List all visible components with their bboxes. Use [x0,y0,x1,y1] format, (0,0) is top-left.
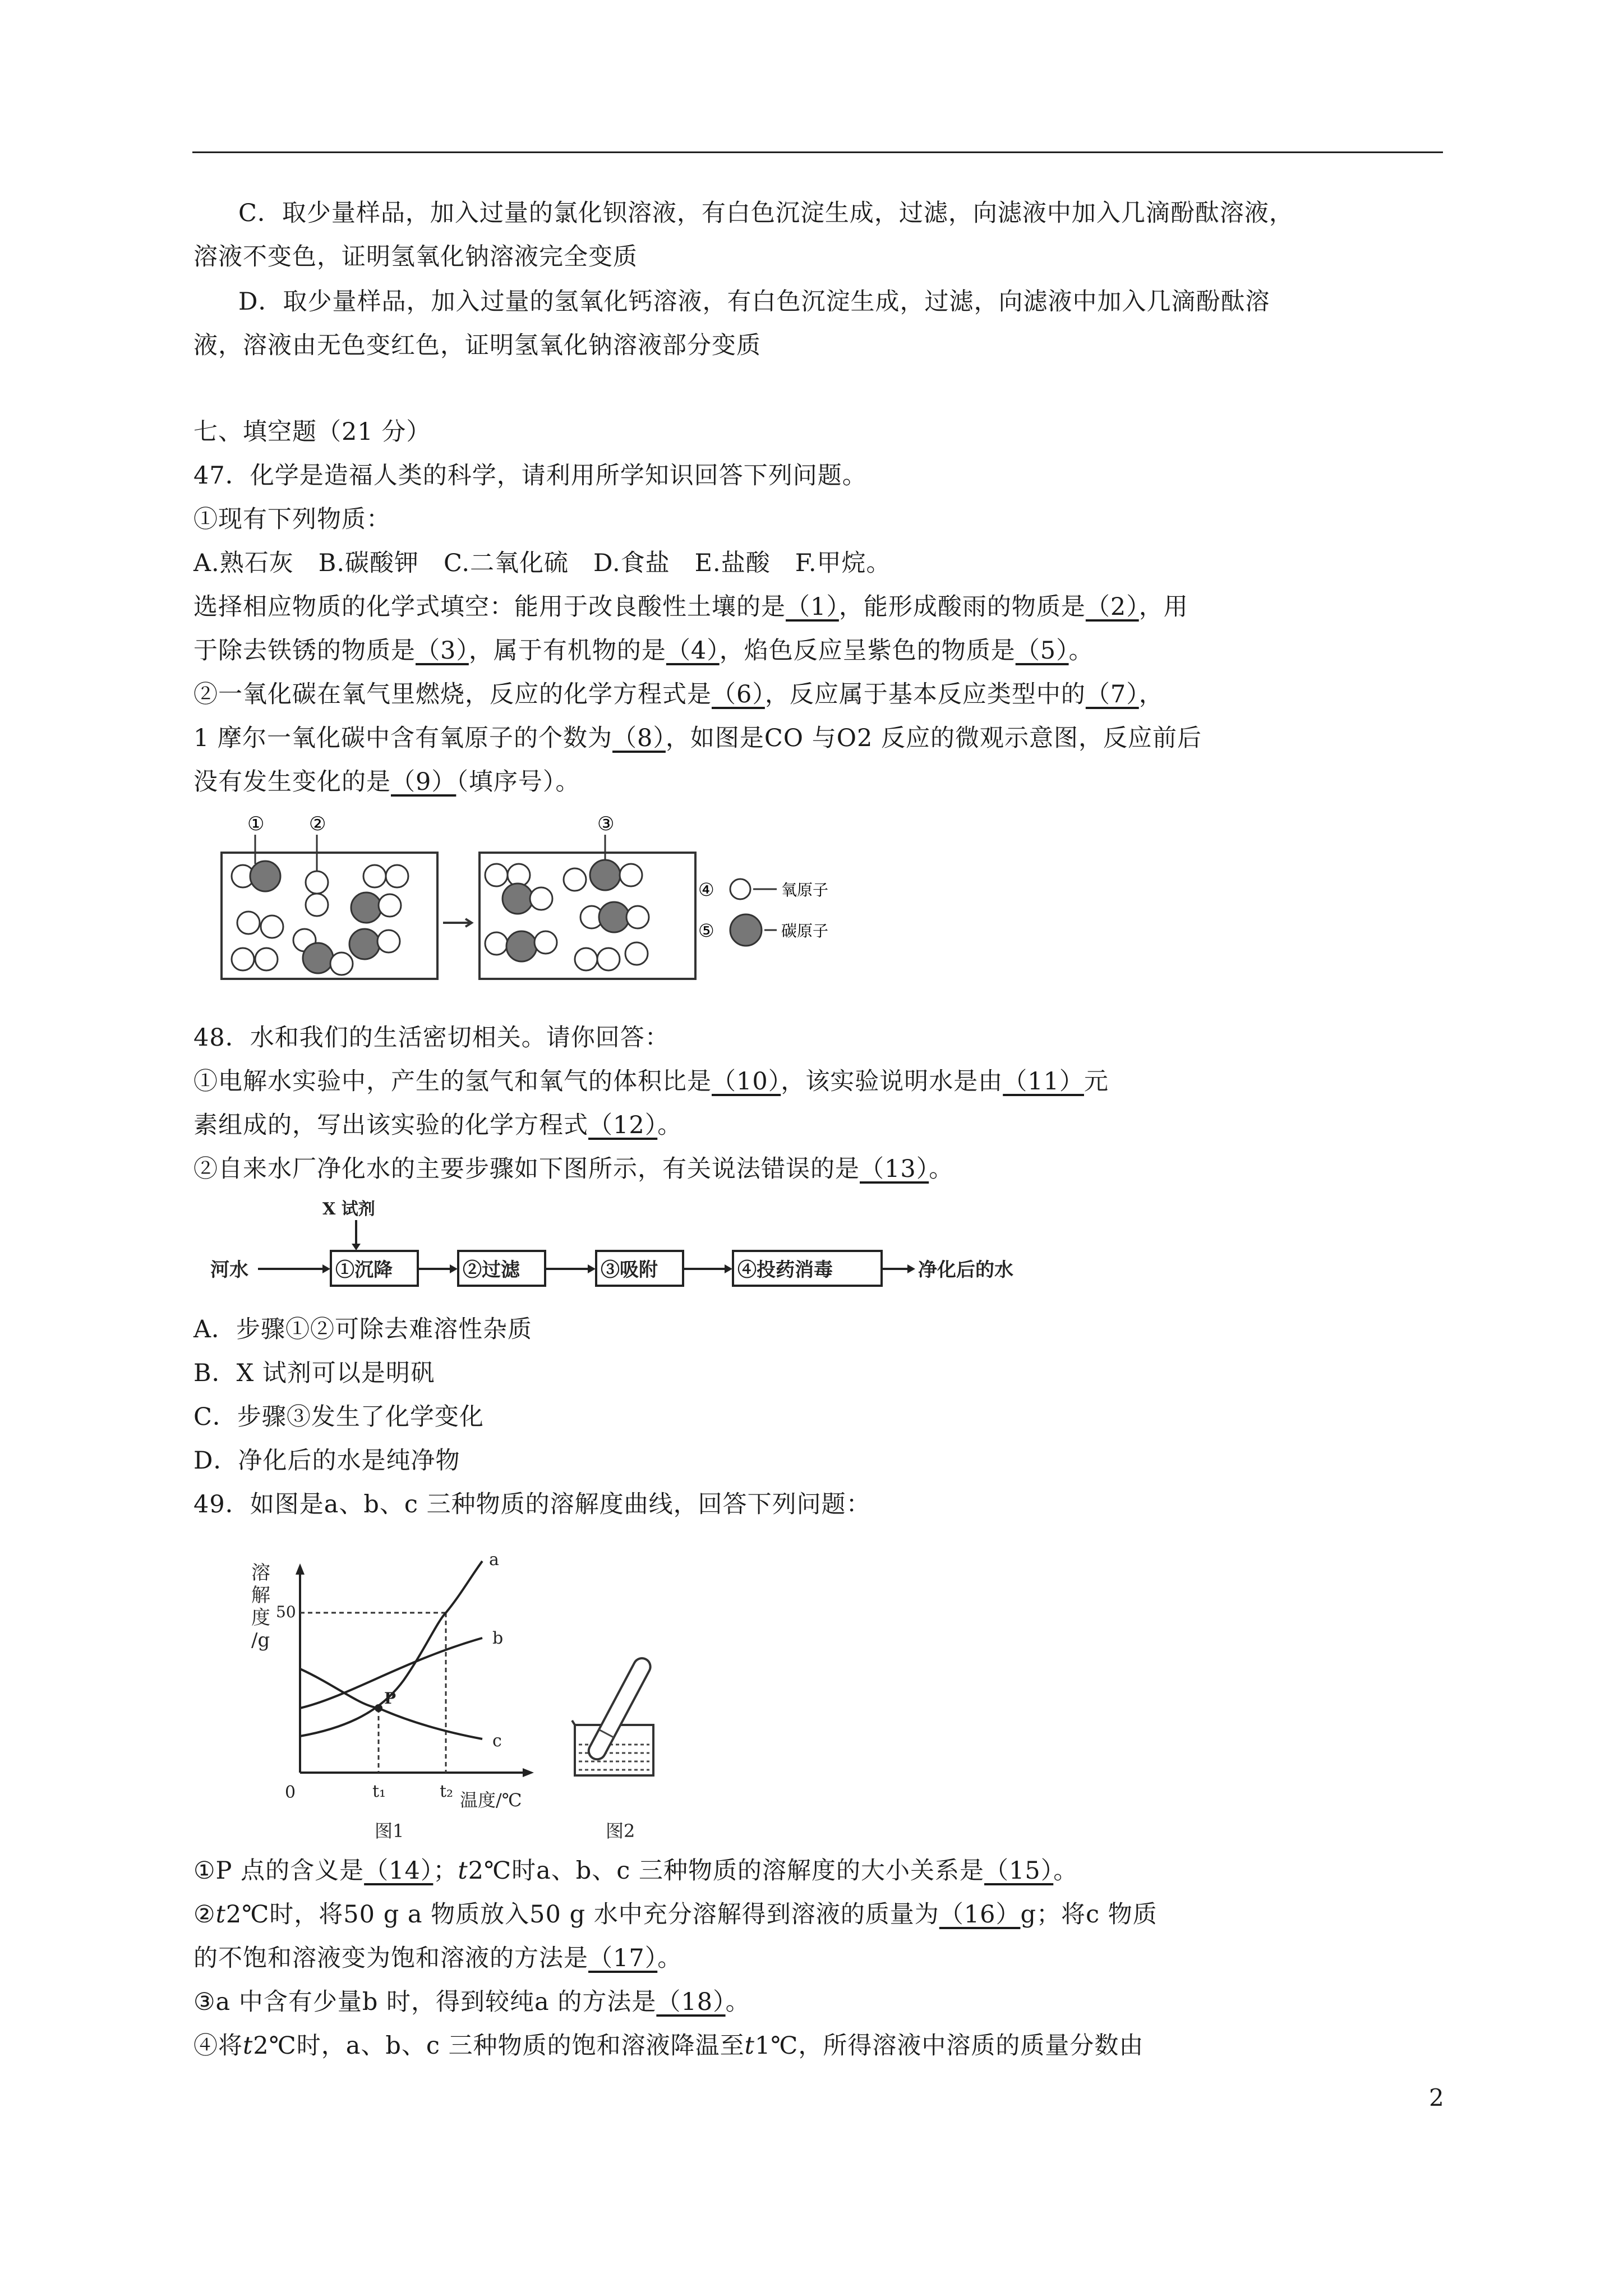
blank-1: （1） [786,593,839,621]
q49-line2: ②t2℃时，将50 g a 物质放入50 g 水中充分溶解得到溶液的质量为（16）g；将c 物质 [193,1901,1158,1929]
xlabel: 温度/℃ [460,1789,522,1811]
blank-7: （7） [1085,680,1139,708]
carbon-atom [351,892,381,923]
legend-oxygen-label: 氧原子 [781,881,829,899]
oxygen-atom [386,865,408,887]
step-settling: ①沉降 [335,1259,393,1281]
q48-option-b: B．X 试剂可以是明矾 [193,1359,435,1387]
blank-16: （16） [939,1901,1021,1929]
y-tick-50: 50 [276,1603,296,1621]
oxygen-atom [625,942,648,965]
blank-8: （8） [612,724,666,752]
oxygen-atom [626,906,649,928]
origin-label: 0 [285,1783,296,1802]
beaker-test-tube-icon [572,1655,653,1775]
legend-oxygen-atom [730,879,750,899]
blank-10: （10） [712,1068,781,1096]
option-c-line1: C．取少量样品，加入过量的氯化钡溶液，有白色沉淀生成，过滤，向滤液中加入几滴酚酞溶液， [238,199,1294,227]
oxygen-atom [306,894,328,916]
q47-sub1: ①现有下列物质： [193,505,391,533]
oxygen-atom [237,912,260,934]
point-p [375,1704,382,1712]
ylabel-4: /g [251,1629,270,1651]
blank-14: （14） [364,1857,434,1885]
blank-17: （17） [588,1944,658,1972]
q48-title: 48．水和我们的生活密切相关。请你回答： [193,1024,670,1052]
curve-a [300,1561,482,1736]
step-adsorption: ③吸附 [601,1259,658,1281]
t2-label: t₂ [440,1782,454,1801]
blank-6: （6） [712,680,765,708]
oxygen-atom [232,948,254,970]
curve-b-label: b [492,1628,504,1648]
fig1-label: 图1 [375,1820,404,1842]
blank-11: （11） [1003,1068,1084,1096]
oxygen-atom [363,865,386,887]
oxygen-atom [255,948,278,970]
curve-c-label: c [492,1731,502,1751]
blank-13: （13） [860,1155,929,1183]
q47-line1: 选择相应物质的化学式填空：能用于改良酸性土壤的是（1），能形成酸雨的物质是（2），用 [193,593,1188,621]
blank-15: （15） [984,1857,1054,1885]
q49-line5: ④将t2℃时，a、b、c 三种物质的饱和溶液降温至t1℃，所得溶液中溶质的质量分数由 [193,2032,1144,2060]
molecule-diagram [216,808,911,987]
water-purification-flow [208,1192,1043,1304]
oxygen-atom [564,868,586,891]
legend-carbon-atom [730,914,762,946]
header-rule [192,151,1443,153]
oxygen-atom [379,894,401,917]
carbon-atom [250,861,280,891]
step-filtering: ②过滤 [463,1259,520,1281]
oxygen-atom [485,864,508,886]
carbon-atom [349,929,380,959]
option-d-line1: D．取少量样品，加入过量的氢氧化钙溶液，有白色沉淀生成，过滤，向滤液中加入几滴酚酞溶 [238,288,1270,316]
q47-line2: 于除去铁锈的物质是（3），属于有机物的是（4），焰色反应呈紫色的物质是（5）。 [193,637,1094,665]
t1-label: t₁ [372,1782,386,1801]
oxygen-atom [575,948,597,970]
q48-line2: 素组成的，写出该实验的化学方程式（12）。 [193,1111,683,1139]
ylabel-3: 度 [251,1607,270,1629]
q48-option-a: A．步骤①②可除去难溶性杂质 [193,1315,533,1343]
legend-carbon-label: 碳原子 [781,922,829,940]
river-water-label: 河水 [210,1259,248,1281]
reagent-label: X 试剂 [322,1199,375,1219]
oxygen-atom [620,864,642,886]
oxygen-atom [530,887,552,910]
q49-line3: 的不饱和溶液变为饱和溶液的方法是（17）。 [193,1944,683,1972]
q47-title: 47．化学是造福人类的科学，请利用所学知识回答下列问题。 [193,462,867,490]
blank-4: （4） [666,637,720,665]
blank-5: （5） [1015,637,1069,665]
q49-line4: ③a 中含有少量b 时，得到较纯a 的方法是（18）。 [193,1988,750,2016]
solubility-curve-figure [236,1551,841,1843]
blank-2: （2） [1085,593,1139,621]
oxygen-atom [306,871,328,894]
oxygen-atom [261,915,283,938]
oxygen-atom [534,931,557,954]
ylabel-2: 解 [251,1584,270,1607]
oxygen-atom [377,930,400,953]
q49-line1: ①P 点的含义是（14）；t2℃时a、b、c 三种物质的溶解度的大小关系是（15）。 [193,1857,1078,1885]
q47-line5: 没有发生变化的是（9）（填序号）。 [193,768,580,796]
carbon-atom [303,943,333,973]
point-p-label: P [384,1689,396,1708]
section-title: 七、填空题（21 分） [193,418,431,446]
q48-line1: ①电解水实验中，产生的氢气和氧气的体积比是（10），该实验说明水是由（11）元 [193,1068,1109,1096]
oxygen-atom [485,932,508,955]
q48-option-c: C．步骤③发生了化学变化 [193,1403,484,1431]
q47-substances: A.熟石灰 B.碳酸钾 C.二氧化硫 D.食盐 E.盐酸 F.甲烷。 [193,549,891,577]
blank-9: （9） [391,768,457,796]
label-2: ② [309,813,326,835]
oxygen-atom [330,953,353,975]
label-1: ① [247,813,265,835]
q47-line3: ②一氧化碳在氧气里燃烧，反应的化学方程式是（6），反应属于基本反应类型中的（7）， [193,680,1164,708]
label-5: ⑤ [698,920,714,941]
blank-12: （12） [588,1111,658,1139]
carbon-atom [506,931,537,961]
label-3: ③ [597,813,615,835]
q49-title: 49．如图是a、b、c 三种物质的溶解度曲线，回答下列问题： [193,1490,871,1519]
label-4: ④ [698,879,714,900]
page-number: 2 [1429,2084,1444,2111]
oxygen-atom [597,948,620,970]
ylabel-1: 溶 [251,1562,270,1584]
blank-18: （18） [656,1988,726,2016]
q48-line3: ②自来水厂净化水的主要步骤如下图所示，有关说法错误的是（13）。 [193,1155,954,1183]
curve-a-label: a [489,1551,499,1570]
q47-line4: 1 摩尔一氧化碳中含有氧原子的个数为（8），如图是CO 与O2 反应的微观示意图，反应前后 [193,724,1202,752]
q48-option-d: D．净化后的水是纯净物 [193,1447,460,1475]
step-disinfection: ④投药消毒 [737,1259,833,1281]
blank-3: （3） [416,637,469,665]
carbon-atom [599,902,629,932]
fig2-label: 图2 [606,1820,635,1842]
carbon-atom [590,860,620,890]
carbon-atom [502,884,533,914]
option-d-line2: 液，溶液由无色变红色，证明氢氧化钠溶液部分变质 [193,332,761,360]
option-c-line2: 溶液不变色，证明氢氧化钠溶液完全变质 [193,243,638,271]
purified-water-label: 净化后的水 [918,1259,1013,1281]
